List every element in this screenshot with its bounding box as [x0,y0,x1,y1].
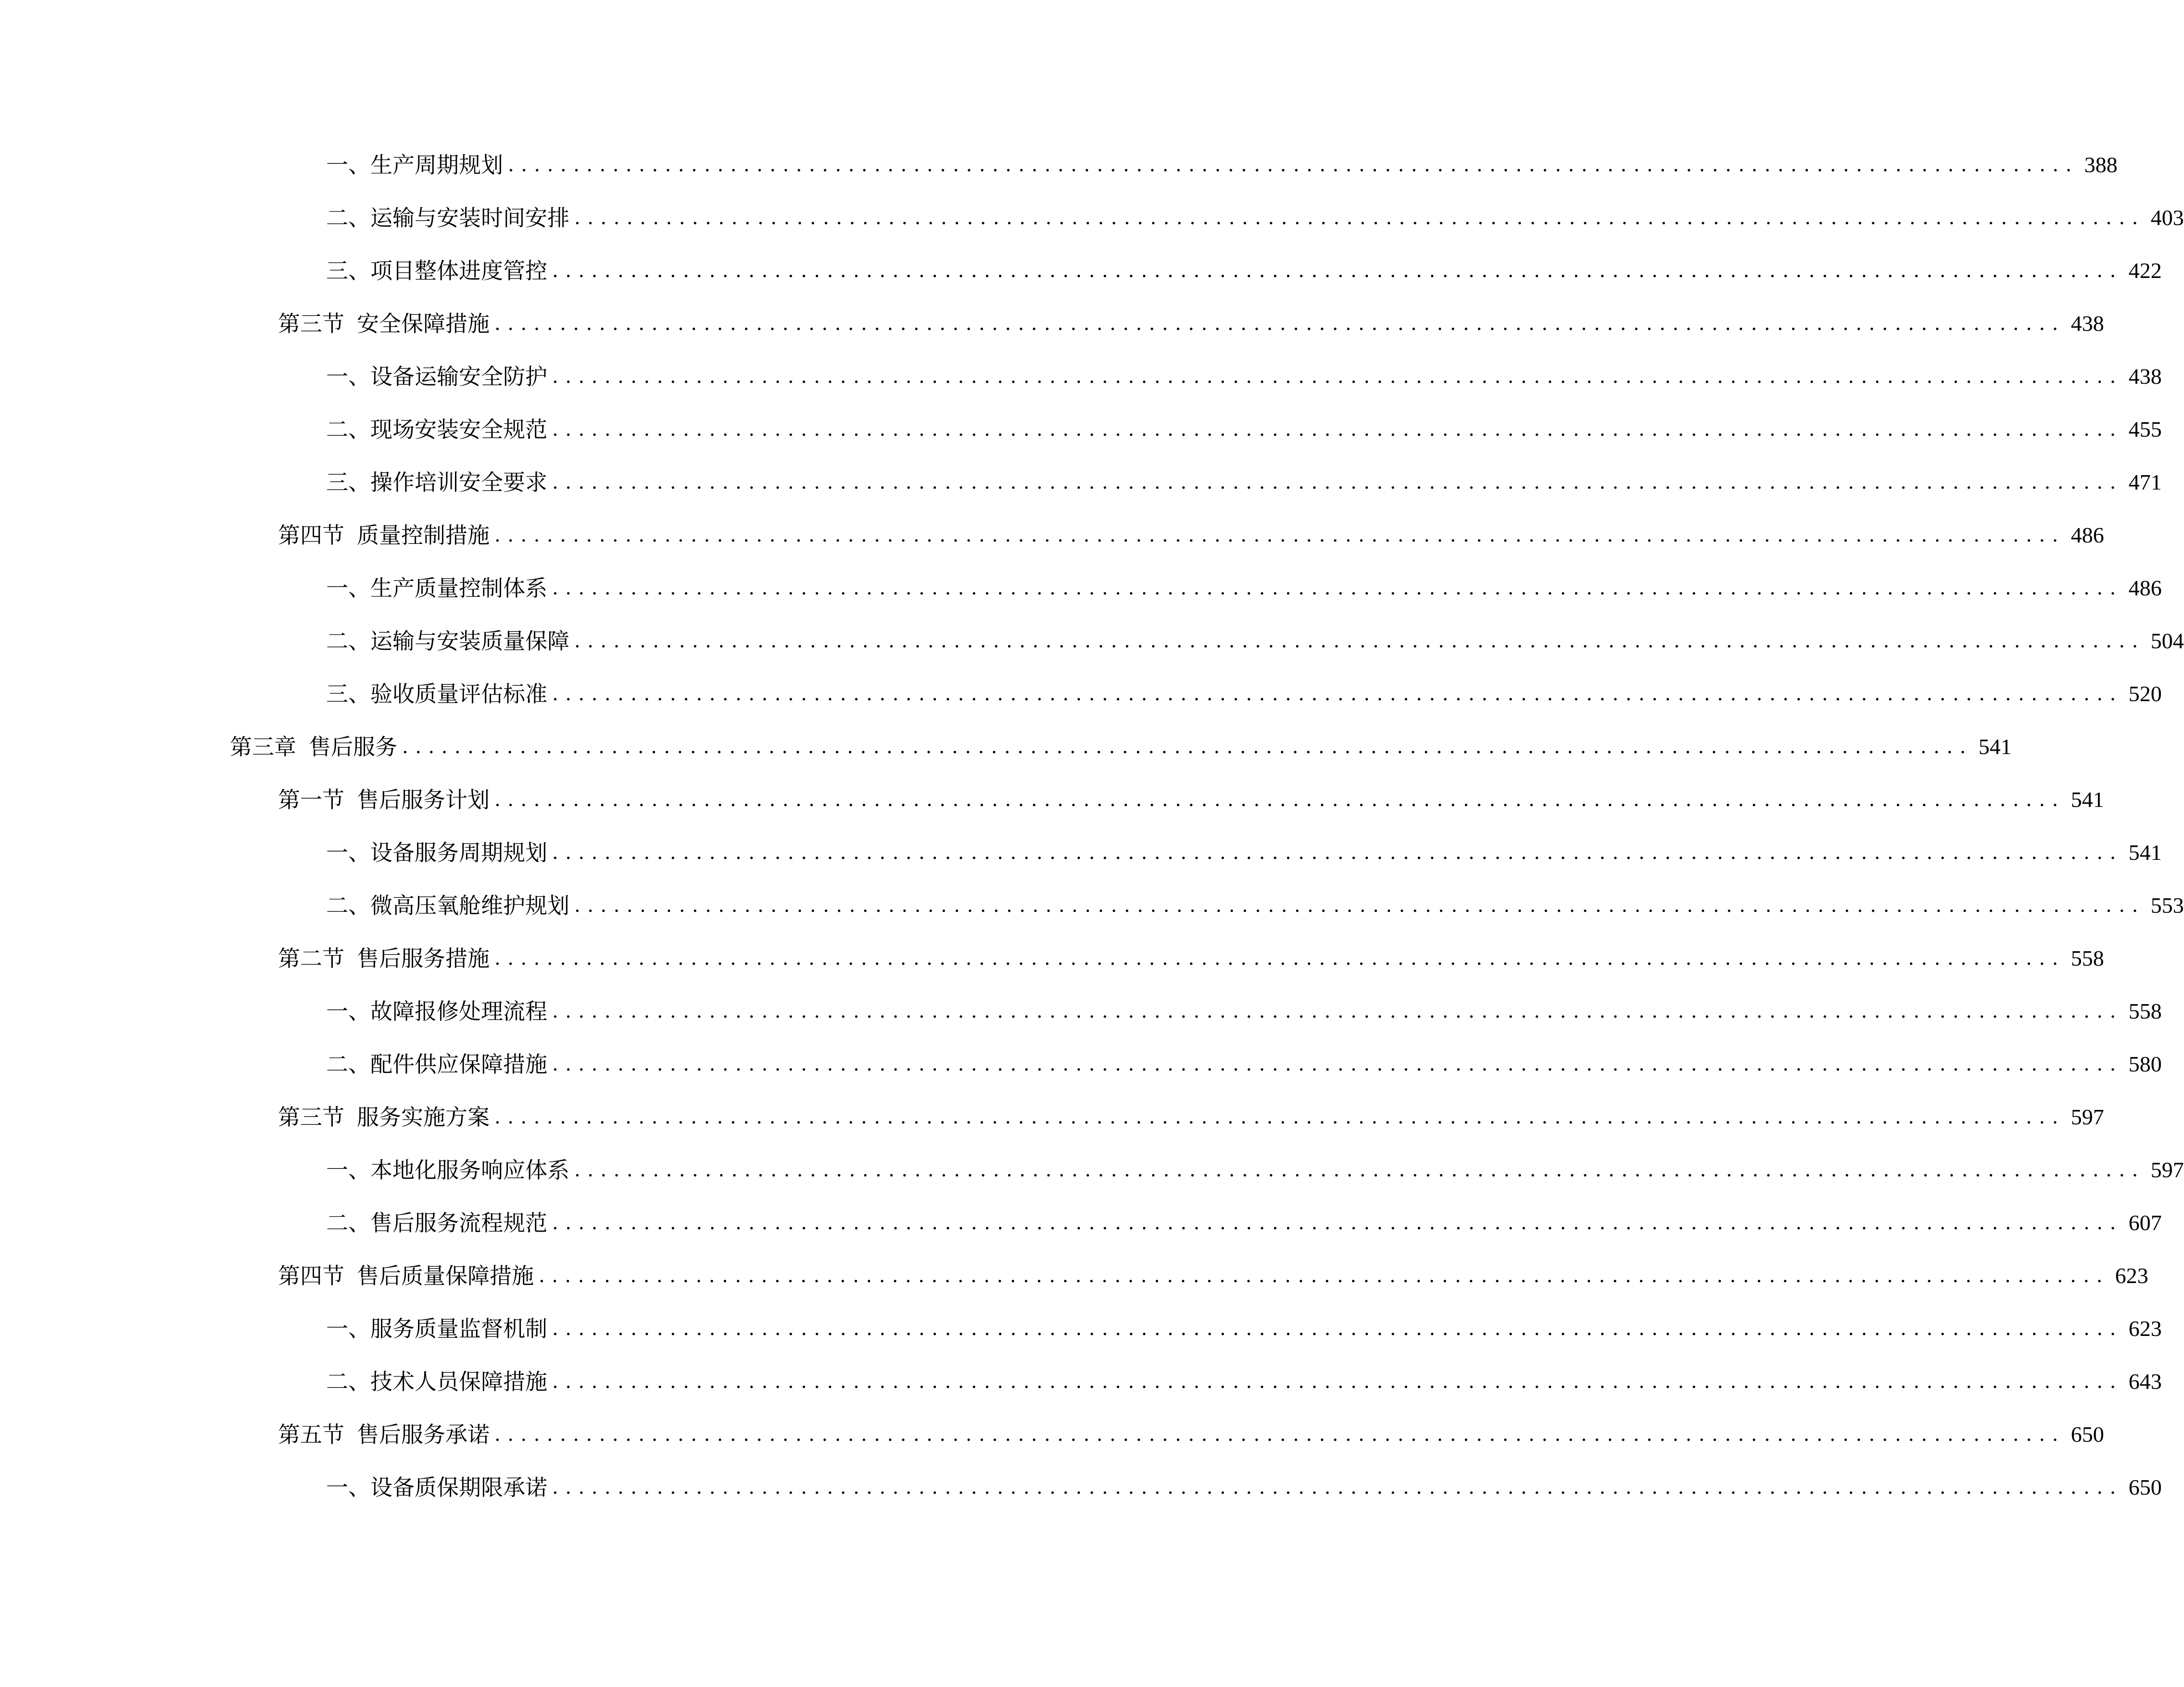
toc-entry [0,720,2012,773]
toc-entry-prefix: 一、 [326,998,370,1024]
dot-leader: ........................................................................................................................ [494,524,2065,546]
toc-entry-prefix: 二、 [326,893,370,919]
toc-entry [0,826,2162,879]
toc-entry-page-number: 597 [2070,1105,2104,1129]
toc-entry-prefix: 一、 [326,152,370,178]
toc-entry [0,1355,2162,1408]
toc-entry [0,509,2104,562]
toc-entry-page-number: 403 [2150,205,2184,230]
toc-entry-title: 设备运输安全防护 [370,364,547,390]
toc-entry-page-number: 504 [2150,629,2184,653]
toc-entry-title: 现场安装安全规范 [370,416,547,442]
dot-leader: ........................................................................................................................ [552,260,2123,282]
toc-entry-page-number: 558 [2128,999,2162,1023]
toc-entry-title: 配件供应保障措施 [370,1051,547,1077]
toc-entry [0,350,2162,403]
dot-leader: ........................................................................................................................ [552,1476,2123,1498]
table-of-contents [0,138,2184,1514]
toc-entry [0,1196,2162,1249]
toc-entry-title: 售后服务承诺 [357,1422,490,1448]
toc-entry-title: 验收质量评估标准 [370,681,547,707]
dot-leader: ........................................................................................................................ [552,577,2123,599]
toc-entry-page-number: 455 [2128,417,2162,441]
toc-entry-title: 操作培训安全要求 [370,469,547,495]
toc-entry-page-number: 471 [2128,470,2162,494]
dot-leader: ........................................................................................................................ [574,894,2145,917]
toc-entry-prefix: 二、 [326,1369,370,1395]
toc-entry-title: 项目整体进度管控 [370,258,547,284]
toc-entry [0,403,2162,456]
toc-entry [0,191,2184,244]
toc-entry-title: 服务实施方案 [357,1104,490,1130]
toc-entry-prefix: 二、 [326,416,370,442]
toc-entry-prefix: 三、 [326,258,370,284]
toc-entry-prefix: 二、 [326,205,370,231]
toc-entry-page-number: 650 [2070,1422,2104,1447]
toc-entry [0,1144,2184,1196]
toc-entry-page-number: 553 [2150,893,2184,918]
toc-entry [0,1408,2104,1461]
toc-entry [0,244,2162,297]
toc-entry-page-number: 580 [2128,1052,2162,1076]
toc-entry-title: 售后服务流程规范 [370,1210,547,1236]
dot-leader: ........................................................................................................................ [552,471,2123,493]
toc-entry-page-number: 623 [2115,1263,2148,1288]
toc-entry-prefix: 一、 [326,364,370,390]
toc-entry-title: 微高压氧舱维护规划 [370,893,569,919]
toc-entry-title: 安全保障措施 [357,311,490,337]
toc-entry-title: 生产周期规划 [370,152,503,178]
toc-entry-title: 售后服务 [309,734,397,760]
toc-entry-prefix: 一、 [326,1474,370,1500]
dot-leader: ........................................................................................................................ [552,1371,2123,1393]
toc-entry [0,773,2104,826]
toc-entry-page-number: 558 [2070,946,2104,970]
toc-entry-page-number: 486 [2070,523,2104,547]
toc-entry-prefix: 第二节 [278,945,344,971]
toc-entry-prefix: 第五节 [278,1422,344,1448]
toc-entry-prefix: 一、 [326,1316,370,1342]
toc-entry-prefix: 第三章 [230,734,296,760]
dot-leader: ........................................................................................................................ [552,365,2123,388]
toc-entry-prefix: 一、 [326,575,370,601]
toc-entry [0,1302,2162,1355]
dot-leader: ........................................................................................................................ [494,947,2065,969]
toc-entry-title: 售后服务措施 [357,945,490,971]
toc-entry-page-number: 422 [2128,258,2162,283]
toc-entry-title: 生产质量控制体系 [370,575,547,601]
toc-entry [0,297,2104,350]
toc-entry-prefix: 第一节 [278,787,344,813]
toc-entry-prefix: 第四节 [278,1263,344,1289]
dot-leader: ........................................................................................................................ [574,630,2145,652]
toc-entry-page-number: 438 [2128,364,2162,389]
dot-leader: ........................................................................................................................ [552,1212,2123,1234]
toc-entry-prefix: 第三节 [278,311,344,337]
toc-entry [0,138,2118,191]
dot-leader: ........................................................................................................................ [552,1318,2123,1340]
dot-leader: ........................................................................................................................ [552,1053,2123,1075]
dot-leader: ........................................................................................................................ [574,207,2145,229]
toc-entry-prefix: 二、 [326,628,370,654]
toc-entry-prefix: 第四节 [278,522,344,548]
toc-entry-page-number: 623 [2128,1316,2162,1341]
toc-entry-title: 设备服务周期规划 [370,840,547,866]
toc-entry-title: 质量控制措施 [357,522,490,548]
toc-entry-prefix: 一、 [326,840,370,866]
dot-leader: ........................................................................................................................ [552,1000,2123,1022]
toc-entry-prefix: 二、 [326,1051,370,1077]
toc-entry-title: 运输与安装时间安排 [370,205,569,231]
toc-entry [0,456,2162,509]
dot-leader: ........................................................................................................................ [574,1159,2145,1181]
toc-entry [0,1249,2148,1302]
toc-entry-page-number: 607 [2128,1210,2162,1235]
toc-entry-title: 售后服务计划 [357,787,490,813]
dot-leader: ........................................................................................................................ [494,313,2065,335]
toc-entry-page-number: 541 [1978,734,2012,759]
toc-entry-prefix: 二、 [326,1210,370,1236]
toc-entry-title: 技术人员保障措施 [370,1369,547,1395]
toc-entry-page-number: 520 [2128,681,2162,706]
toc-entry [0,667,2162,720]
toc-entry-page-number: 597 [2150,1158,2184,1182]
toc-entry-title: 售后质量保障措施 [357,1263,534,1289]
toc-entry-page-number: 486 [2128,576,2162,600]
toc-entry-title: 运输与安装质量保障 [370,628,569,654]
toc-entry [0,932,2104,985]
toc-entry-title: 故障报修处理流程 [370,998,547,1024]
toc-entry-prefix: 三、 [326,681,370,707]
toc-entry-prefix: 第三节 [278,1104,344,1130]
toc-entry-page-number: 650 [2128,1475,2162,1499]
toc-entry [0,985,2162,1038]
toc-entry-prefix: 一、 [326,1157,370,1183]
dot-leader: ........................................................................................................................ [402,736,1973,758]
toc-entry-title: 本地化服务响应体系 [370,1157,569,1183]
toc-entry [0,562,2162,615]
toc-entry-page-number: 541 [2070,787,2104,812]
dot-leader: ........................................................................................................................ [494,789,2065,811]
toc-entry [0,615,2184,667]
toc-entry-page-number: 643 [2128,1369,2162,1394]
dot-leader: ........................................................................................................................ [539,1265,2109,1287]
toc-entry-page-number: 438 [2070,311,2104,336]
toc-entry-title: 设备质保期限承诺 [370,1474,547,1500]
dot-leader: ........................................................................................................................ [552,683,2123,705]
toc-entry [0,1038,2162,1091]
dot-leader: ........................................................................................................................ [552,418,2123,441]
dot-leader: ........................................................................................................................ [552,842,2123,864]
dot-leader: ........................................................................................................................ [508,154,2079,176]
toc-entry-prefix: 三、 [326,469,370,495]
toc-entry [0,879,2184,932]
toc-entry-title: 服务质量监督机制 [370,1316,547,1342]
dot-leader: ........................................................................................................................ [494,1106,2065,1128]
toc-entry-page-number: 388 [2084,152,2118,177]
dot-leader: ........................................................................................................................ [494,1423,2065,1446]
toc-entry [0,1091,2104,1144]
toc-entry-page-number: 541 [2128,840,2162,865]
toc-entry [0,1461,2162,1514]
